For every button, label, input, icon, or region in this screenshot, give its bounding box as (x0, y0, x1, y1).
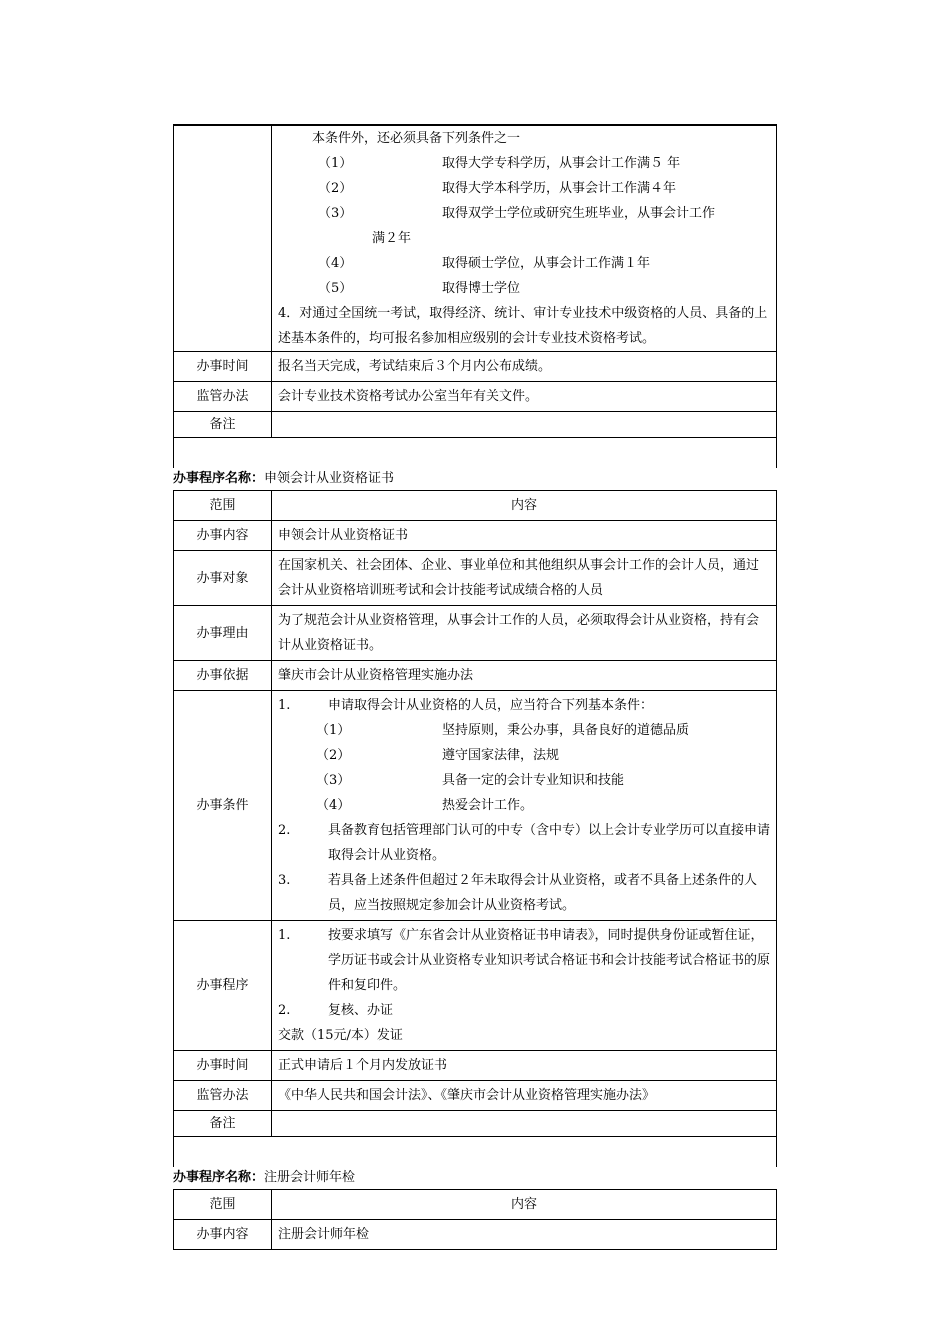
sub-item (278, 793, 770, 818)
condition-item (278, 251, 770, 276)
paragraph-number: 2. (278, 1003, 291, 1018)
condition-item (278, 201, 770, 226)
table-row (174, 921, 777, 1051)
numbered-paragraph (278, 998, 770, 1023)
condition-item (278, 176, 770, 201)
row-value: 会计专业技术资格考试办公室当年有关文件。 (272, 382, 777, 412)
row-label: 办事程序 (174, 921, 272, 1051)
row-value (272, 1111, 777, 1137)
numbered-paragraph (278, 868, 770, 918)
row-label: 办事条件 (174, 691, 272, 921)
row-label: 办事内容 (174, 1220, 272, 1250)
section3-title (173, 1167, 777, 1189)
header-row (174, 1190, 777, 1220)
paragraph-number: 2. (278, 823, 291, 838)
sub-item (278, 718, 770, 743)
paragraph-text: 复核、办证 (328, 1003, 394, 1018)
condition-text: 取得大学专科学历，从事会计工作满５ 年 (442, 156, 681, 171)
sub-number: （2） (316, 748, 351, 763)
row-label: 监管办法 (174, 382, 272, 412)
numbered-paragraph (278, 923, 770, 998)
conditions-continued-cell (272, 125, 777, 352)
title-value: 申领会计从业资格证书 (264, 471, 395, 486)
title-label: 办事程序名称： (173, 1170, 265, 1185)
row-label: 办事时间 (174, 1051, 272, 1081)
table-row (174, 1111, 777, 1137)
sub-text: 具备一定的会计专业知识和技能 (442, 773, 625, 788)
table-row (174, 1081, 777, 1111)
section-spacer (173, 438, 777, 468)
section1-table (173, 124, 777, 438)
row-label: 办事理由 (174, 606, 272, 661)
sub-item (278, 768, 770, 793)
table-row (174, 382, 777, 412)
table-row (174, 691, 777, 921)
paragraph-text: 申请取得会计从业资格的人员，应当符合下列基本条件： (328, 698, 654, 713)
condition-text: 取得硕士学位，从事会计工作满１年 (442, 256, 651, 271)
header-row (174, 491, 777, 521)
document-page (173, 124, 777, 1250)
row-value (272, 412, 777, 438)
row-value: 正式申请后１个月内发放证书 (272, 1051, 777, 1081)
table-row (174, 1220, 777, 1250)
condition-text: 取得双学士学位或研究生班毕业，从事会计工作 (442, 206, 716, 221)
row-label: 备注 (174, 1111, 272, 1137)
row-value: 注册会计师年检 (272, 1220, 777, 1250)
table-row (174, 1051, 777, 1081)
row-label: 监管办法 (174, 1081, 272, 1111)
row-label: 办事时间 (174, 352, 272, 382)
row-value: 为了规范会计从业资格管理，从事会计工作的人员，必须取得会计从业资格，持有会计从业资格证书。 (272, 606, 777, 661)
condition-item (278, 276, 770, 301)
sub-number: （1） (316, 723, 351, 738)
condition-number: （2） (318, 181, 353, 196)
row-value: 《中华人民共和国会计法》、《肇庆市会计从业资格管理实施办法》 (272, 1081, 777, 1111)
header-scope: 范围 (174, 1190, 272, 1220)
condition-number: （1） (318, 156, 353, 171)
section2-table (173, 490, 777, 1137)
paragraph-number: 1. (278, 928, 291, 943)
sub-text: 遵守国家法律，法规 (442, 748, 560, 763)
condition-paragraph-4: 4．对通过全国统一考试，取得经济、统计、审计专业技术中级资格的人员、具备的上述基本条件的，均可报名参加相应级别的会计专业技术资格考试。 (278, 306, 768, 346)
paragraph-text: 若具备上述条件但超过２年未取得会计从业资格，或者不具备上述条件的人员，应当按照规定参加会计从业资格考试。 (328, 873, 758, 913)
row-label: 办事依据 (174, 661, 272, 691)
sub-text: 坚持原则，秉公办事，具备良好的道德品质 (442, 723, 690, 738)
section-spacer (173, 1137, 777, 1167)
table-row (174, 606, 777, 661)
sub-text: 热爱会计工作。 (442, 798, 534, 813)
condition-text: 取得大学本科学历，从事会计工作满４年 (442, 181, 677, 196)
row-value: 申领会计从业资格证书 (272, 521, 777, 551)
condition-item (278, 151, 770, 176)
condition-number: （4） (318, 256, 353, 271)
title-label: 办事程序名称： (173, 471, 265, 486)
conditions-intro: 本条件外，还必须具备下列条件之一 (312, 131, 521, 146)
paragraph-number: 3. (278, 873, 291, 888)
table-row (174, 521, 777, 551)
table-row (174, 551, 777, 606)
paragraph-text: 交款（15元/本）发证 (278, 1028, 403, 1043)
condition-text-continued: 满２年 (372, 231, 412, 246)
section3-table (173, 1189, 777, 1250)
table-row (174, 125, 777, 352)
sub-number: （4） (316, 798, 351, 813)
table-row (174, 661, 777, 691)
condition-number: （3） (318, 206, 353, 221)
table-row (174, 352, 777, 382)
header-content: 内容 (272, 491, 777, 521)
conditions-cell (272, 691, 777, 921)
paragraph-text: 具备教育包括管理部门认可的中专（含中专）以上会计专业学历可以直接申请取得会计从业资格。 (328, 823, 771, 863)
numbered-paragraph (278, 818, 770, 868)
sub-number: （3） (316, 773, 351, 788)
table-row (174, 412, 777, 438)
sub-item (278, 743, 770, 768)
row-value: 在国家机关、社会团体、企业、事业单位和其他组织从事会计工作的会计人员，通过会计从业资格培训班考试和会计技能考试成绩合格的人员 (272, 551, 777, 606)
numbered-paragraph (278, 693, 770, 718)
condition-text: 取得博士学位 (442, 281, 521, 296)
section2-title (173, 468, 777, 490)
procedure-cell (272, 921, 777, 1051)
paragraph-text: 按要求填写《广东省会计从业资格证书申请表》，同时提供身份证或暂住证，学历证书或会计从业资格专业知识考试合格证书和会计技能考试合格证书的原件和复印件。 (328, 928, 771, 993)
row-value: 报名当天完成，考试结束后３个月内公布成绩。 (272, 352, 777, 382)
row-label: 办事内容 (174, 521, 272, 551)
row-label: 办事对象 (174, 551, 272, 606)
header-scope: 范围 (174, 491, 272, 521)
paragraph-number: 1. (278, 698, 291, 713)
row-label: 备注 (174, 412, 272, 438)
empty-label-cell (174, 125, 272, 352)
header-content: 内容 (272, 1190, 777, 1220)
condition-number: （5） (318, 281, 353, 296)
title-value: 注册会计师年检 (264, 1170, 356, 1185)
row-value: 肇庆市会计从业资格管理实施办法 (272, 661, 777, 691)
